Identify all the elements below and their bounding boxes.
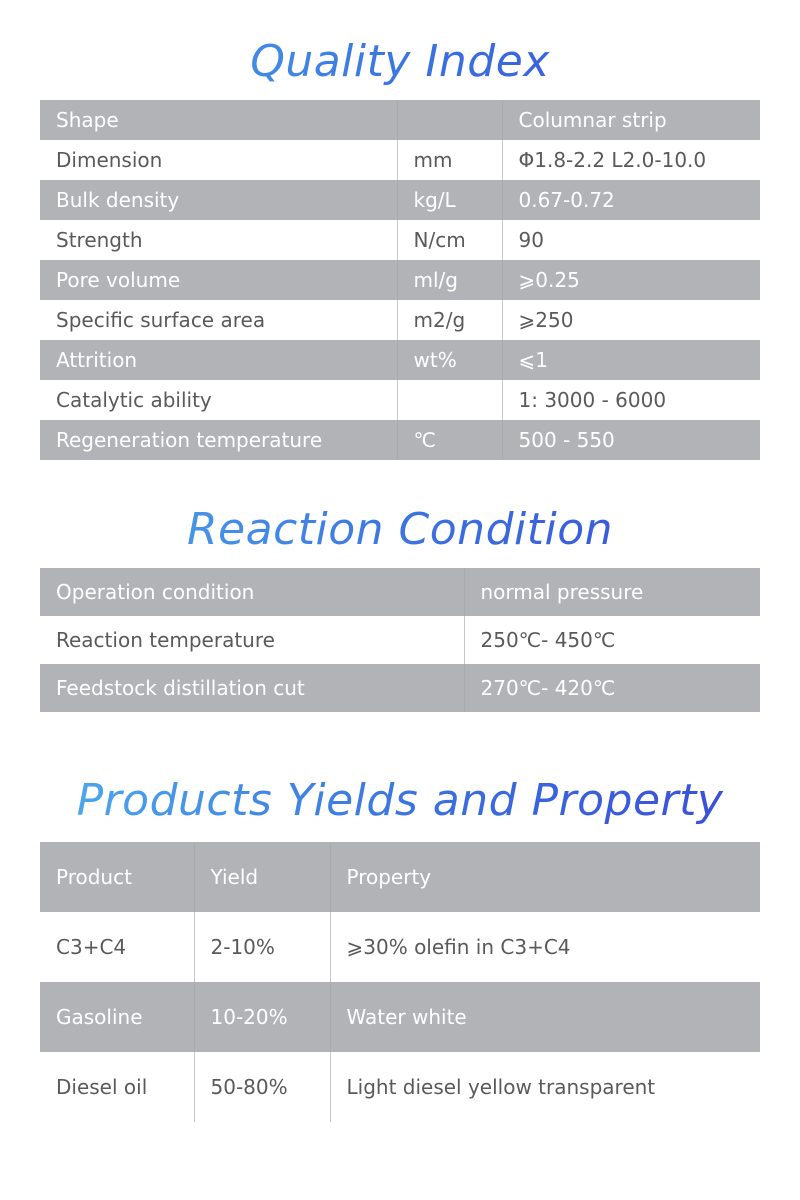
products-yields-title: Products Yields and Property bbox=[0, 775, 800, 826]
quality-index-title: Quality Index bbox=[0, 36, 800, 87]
table-row bbox=[40, 380, 760, 420]
table-row bbox=[40, 220, 760, 260]
table-row bbox=[40, 420, 760, 460]
property-value: 1: 3000 - 6000 bbox=[502, 380, 760, 420]
table-row bbox=[40, 300, 760, 340]
property-value: ⩽1 bbox=[502, 340, 760, 380]
property-value: 90 bbox=[502, 220, 760, 260]
table-row bbox=[40, 664, 760, 712]
property-name: Dimension bbox=[56, 148, 163, 172]
quality-index-table bbox=[40, 100, 760, 460]
reaction-condition-table bbox=[40, 568, 760, 712]
property-name: Regeneration temperature bbox=[40, 420, 397, 460]
property-value: ⩾0.25 bbox=[502, 260, 760, 300]
product-yield: 10-20% bbox=[194, 982, 330, 1052]
product-name: C3+C4 bbox=[56, 935, 127, 959]
property-name: Catalytic ability bbox=[56, 388, 212, 412]
property-unit: kg/L bbox=[397, 180, 502, 220]
property-unit: mm bbox=[397, 140, 502, 180]
property-unit: ℃ bbox=[397, 420, 502, 460]
reaction-condition-title: Reaction Condition bbox=[0, 504, 800, 555]
property-unit: wt% bbox=[397, 340, 502, 380]
table-row bbox=[40, 1052, 760, 1122]
condition-value: normal pressure bbox=[464, 568, 760, 616]
table-row bbox=[40, 140, 760, 180]
property-value: Columnar strip bbox=[502, 100, 760, 140]
table-row bbox=[40, 340, 760, 380]
table-row bbox=[40, 616, 760, 664]
condition-name: Reaction temperature bbox=[56, 628, 275, 652]
condition-value: 270℃- 420℃ bbox=[464, 664, 760, 712]
product-yield: 50-80% bbox=[194, 1052, 330, 1122]
property-name: Shape bbox=[40, 100, 397, 140]
table-row bbox=[40, 260, 760, 300]
table-header-row bbox=[40, 842, 760, 912]
condition-value: 250℃- 450℃ bbox=[464, 616, 760, 664]
product-name: Diesel oil bbox=[56, 1075, 148, 1099]
condition-name: Operation condition bbox=[40, 568, 464, 616]
column-header-product: Product bbox=[40, 842, 194, 912]
condition-name: Feedstock distillation cut bbox=[40, 664, 464, 712]
table-row bbox=[40, 982, 760, 1052]
column-header-property: Property bbox=[330, 842, 760, 912]
property-name: Strength bbox=[56, 228, 143, 252]
table-row bbox=[40, 568, 760, 616]
table-row bbox=[40, 912, 760, 982]
products-yields-table bbox=[40, 842, 760, 1122]
property-value: ⩾250 bbox=[502, 300, 760, 340]
table-row bbox=[40, 180, 760, 220]
product-property: Light diesel yellow transparent bbox=[330, 1052, 760, 1122]
property-value: 0.67-0.72 bbox=[502, 180, 760, 220]
property-unit: N/cm bbox=[397, 220, 502, 260]
property-unit: ml/g bbox=[397, 260, 502, 300]
property-name: Specific surface area bbox=[56, 308, 266, 332]
property-value: 500 - 550 bbox=[502, 420, 760, 460]
product-yield: 2-10% bbox=[194, 912, 330, 982]
product-name: Gasoline bbox=[40, 982, 194, 1052]
property-name: Pore volume bbox=[40, 260, 397, 300]
product-property: ⩾30% olefin in C3+C4 bbox=[330, 912, 760, 982]
property-name: Attrition bbox=[40, 340, 397, 380]
property-unit bbox=[397, 380, 502, 420]
product-property: Water white bbox=[330, 982, 760, 1052]
column-header-yield: Yield bbox=[194, 842, 330, 912]
property-name: Bulk density bbox=[40, 180, 397, 220]
table-row bbox=[40, 100, 760, 140]
property-unit: m2/g bbox=[397, 300, 502, 340]
property-value: Φ1.8-2.2 L2.0-10.0 bbox=[502, 140, 760, 180]
property-unit bbox=[397, 100, 502, 140]
